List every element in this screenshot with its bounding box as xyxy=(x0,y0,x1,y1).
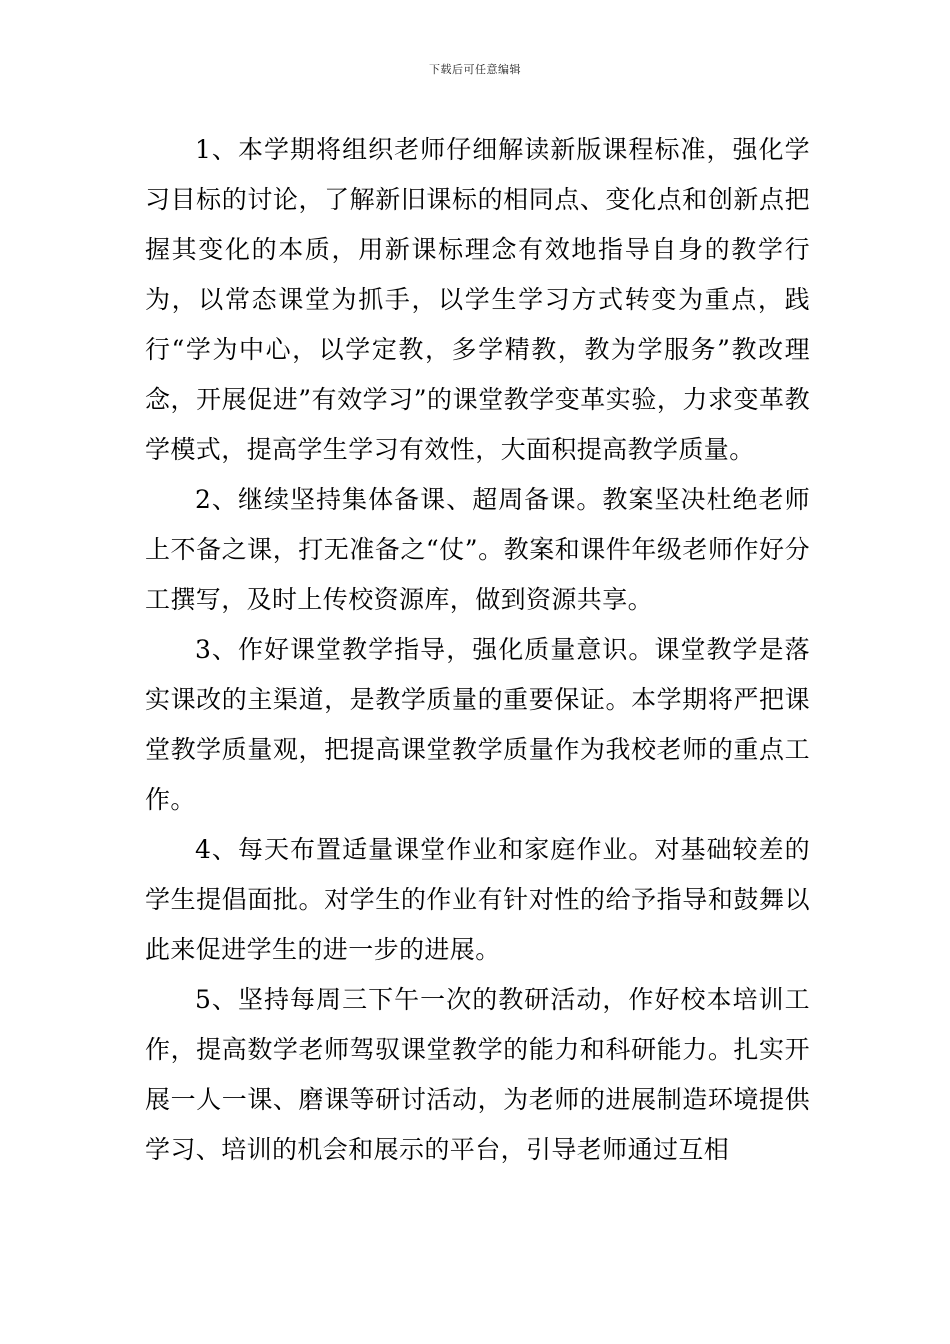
paragraph-2: 2、继续坚持集体备课、超周备课。教案坚决杜绝老师上不备之课，打无准备之“仗”。教案和课件年级老师作好分工撰写，及时上传校资源库，做到资源共享。 xyxy=(145,485,810,614)
paragraph-5: 5、坚持每周三下午一次的教研活动，作好校本培训工作，提高数学老师驾驭课堂教学的能力和科研能力。扎实开展一人一课、磨课等研讨活动，为老师的进展制造环境提供学习、培训的机会和展示的平台，引导老师通过互相 xyxy=(145,985,810,1164)
paragraph-3: 3、作好课堂教学指导，强化质量意识。课堂教学是落实课改的主渠道，是教学质量的重要保证。本学期将严把课堂教学质量观，把提高课堂教学质量作为我校老师的重点工作。 xyxy=(145,635,810,814)
paragraph-4: 4、每天布置适量课堂作业和家庭作业。对基础较差的学生提倡面批。对学生的作业有针对性的给予指导和鼓舞以此来促进学生的进一步的进展。 xyxy=(145,835,810,964)
paragraph-1: 1、本学期将组织老师仔细解读新版课程标准，强化学习目标的讨论，了解新旧课标的相同点、变化点和创新点把握其变化的本质，用新课标理念有效地指导自身的教学行为，以常态课堂为抓手，以学生学习方式转变为重点，践行“学为中心，以学定教，多学精教，教为学服务”教改理念，开展促进”有效学习”的课堂教学变革实验，力求变革教学模式，提高学生学习有效性，大面积提高教学质量。 xyxy=(145,135,810,464)
page-header-note: 下载后可任意编辑 xyxy=(429,63,521,76)
document-body xyxy=(145,125,810,1175)
